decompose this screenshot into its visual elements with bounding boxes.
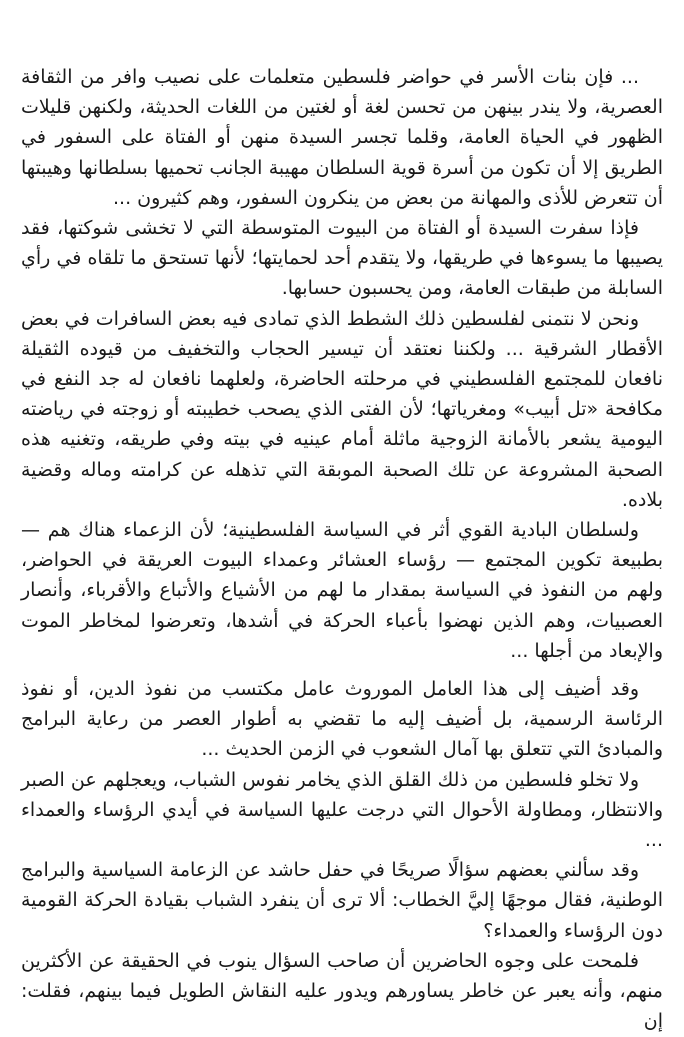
- paragraph: فلمحت على وجوه الحاضرين أن صاحب السؤال ينوب في الحقيقة عن الأكثرين منهم، وأنه يعبر عن خاطر يساورهم ويدور عليه النقاش الطويل فيما بينهم، فقلت: إن: [21, 949, 663, 1033]
- book-page-text: [21, 62, 663, 1037]
- paragraph: ... فإن بنات الأسر في حواضر فلسطين متعلمات على نصيب وافر من الثقافة العصرية، ولا يندر بينهن من تحسن لغة أو لغتين من اللغات الحديثة، ولكنهن قليلات الظهور في الحياة العامة، وقلما تجسر السيدة منهن أو الفتاة على السفور في الطريق إلا أن تكون من أسرة قوية السلطان مهيبة الجانب تحميها بسلطانها وهيبتها أن تتعرض للأذى والمهانة من بعض من ينكرون السفور، وهم كثيرون ...: [21, 66, 663, 209]
- paragraph: ولا تخلو فلسطين من ذلك القلق الذي يخامر نفوس الشباب، ويعجلهم عن الصبر والانتظار، ومطاولة الأحوال التي درجت عليها السياسة في أيدي الرؤساء والعمداء ...: [21, 768, 663, 852]
- paragraph: ولسلطان البادية القوي أثر في السياسة الفلسطينية؛ لأن الزعماء هناك هم — بطبيعة تكوين المجتمع — رؤساء العشائر وعمداء البيوت العريقة في الحواضر، ولهم من النفوذ في السياسة بمقدار ما لهم من الأشياع والأتباع والأقرباء، وأنصار العصبيات، وهم الذين نهضوا بأعباء الحركة في أشدها، وتعرضوا لمخاطر الموت والإبعاد من أجلها ...: [21, 519, 663, 662]
- paragraph: وقد سألني بعضهم سؤالًا صريحًا في حفل حاشد عن الزعامة السياسية والبرامج الوطنية، فقال موجهًا إليَّ الخطاب: ألا ترى أن ينفرد الشباب بقيادة الحركة القومية دون الرؤساء والعمداء؟: [21, 859, 663, 942]
- paragraph: وقد أضيف إلى هذا العامل الموروث عامل مكتسب من نفوذ الدين، أو نفوذ الرئاسة الرسمية، بل أضيف إليه ما تقضي به أطوار العصر من رعاية البرامج والمبادئ التي تتعلق بها آمال الشعوب في الزمن الحديث ...: [21, 678, 663, 761]
- paragraph: فإذا سفرت السيدة أو الفتاة من البيوت المتوسطة التي لا تخشى شوكتها، فقد يصيبها ما يسوءها في طريقها، ولا يتقدم أحد لحمايتها؛ لأنها تستحق ما تلقاه في رأي السابلة من طبقات العامة، ومن يحسبون حسابها.: [21, 217, 663, 300]
- paragraph: ونحن لا نتمنى لفلسطين ذلك الشطط الذي تمادى فيه بعض السافرات في بعض الأقطار الشرقية ... ولكننا نعتقد أن تيسير الحجاب والتخفيف من قيوده الثقيلة نافعان للمجتمع الفلسطيني في مرحلته الحاضرة، ولعلهما نافعان له جد النفع في مكافحة «تل أبيب» ومغرياتها؛ لأن الفتى الذي يصحب خطيبته أو زوجته في رياضته اليومية يشعر بالأمانة الزوجية ماثلة أمام عينيه في بيته وفي طريقه، وتغنيه هذه الصحبة المشروعة عن تلك الصحبة الموبقة التي تذهله عن كرامته وماله وقضية بلاده.: [21, 307, 663, 511]
